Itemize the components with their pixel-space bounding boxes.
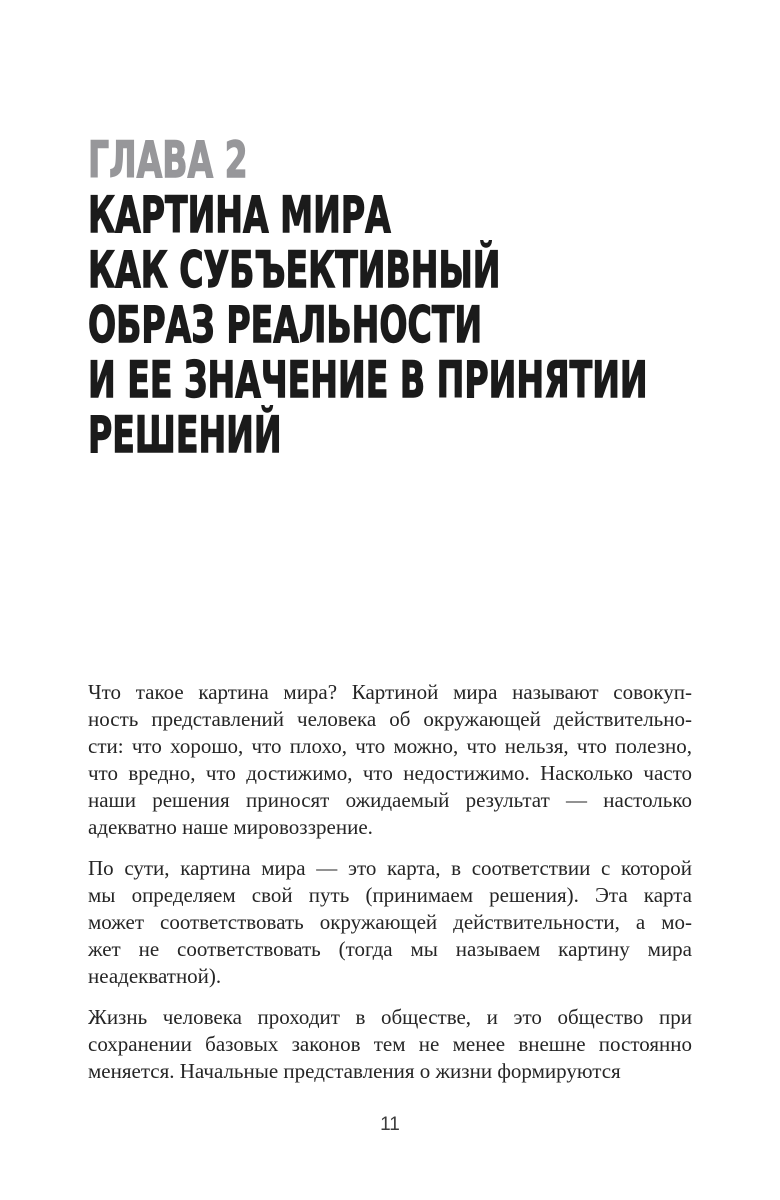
body-text-line: По сути, картина мира — это карта, в соответствии с которой	[88, 856, 692, 880]
body-text-line: адекватно наше мировоззрение.	[88, 815, 373, 839]
chapter-title	[88, 185, 692, 465]
body-paragraph	[88, 679, 692, 841]
body-text-line: мы определяем свой путь (принимаем решения). Эта карта	[88, 883, 692, 907]
chapter-title-line: И ЕЕ ЗНАЧЕНИЕ В ПРИНЯТИИ	[88, 350, 648, 410]
body-text-line: Что такое картина мира? Картиной мира называют совокуп-	[88, 680, 692, 704]
page-number: 11	[380, 1114, 400, 1135]
body-text-line: неадекватной).	[88, 964, 222, 988]
body-text-line: сти: что хорошо, что плохо, что можно, что нельзя, что полезно,	[88, 734, 692, 758]
page-content	[0, 130, 780, 1136]
chapter-label: ГЛАВА 2	[88, 130, 248, 190]
chapter-title-line: КАРТИНА МИРА	[88, 185, 391, 245]
chapter-title-line: ОБРАЗ РЕАЛЬНОСТИ	[88, 295, 483, 355]
body-text-line: ность представлений человека об окружающей действительно-	[88, 707, 692, 731]
body-text-line: что вредно, что достижимо, что недостижимо. Насколько часто	[88, 761, 692, 785]
body-text-line: наши решения приносят ожидаемый результат — настолько	[88, 788, 692, 812]
body-text-line: может соответствовать окружающей действительности, а мо-	[88, 910, 692, 934]
chapter-title-line: КАК СУБЪЕКТИВНЫЙ	[88, 240, 501, 300]
body-paragraph	[88, 855, 692, 990]
body-paragraph	[88, 1004, 692, 1085]
body-text-line: сохранении базовых законов тем не менее внешне постоянно	[88, 1032, 692, 1056]
body-text-line: Жизнь человека проходит в обществе, и это общество при	[88, 1005, 692, 1029]
body-text-line: меняется. Начальные представления о жизни формируются	[88, 1059, 621, 1083]
body-text-line: жет не соответствовать (тогда мы называем картину мира	[88, 937, 692, 961]
chapter-title-line: РЕШЕНИЙ	[88, 405, 282, 465]
body-text	[88, 679, 692, 1085]
